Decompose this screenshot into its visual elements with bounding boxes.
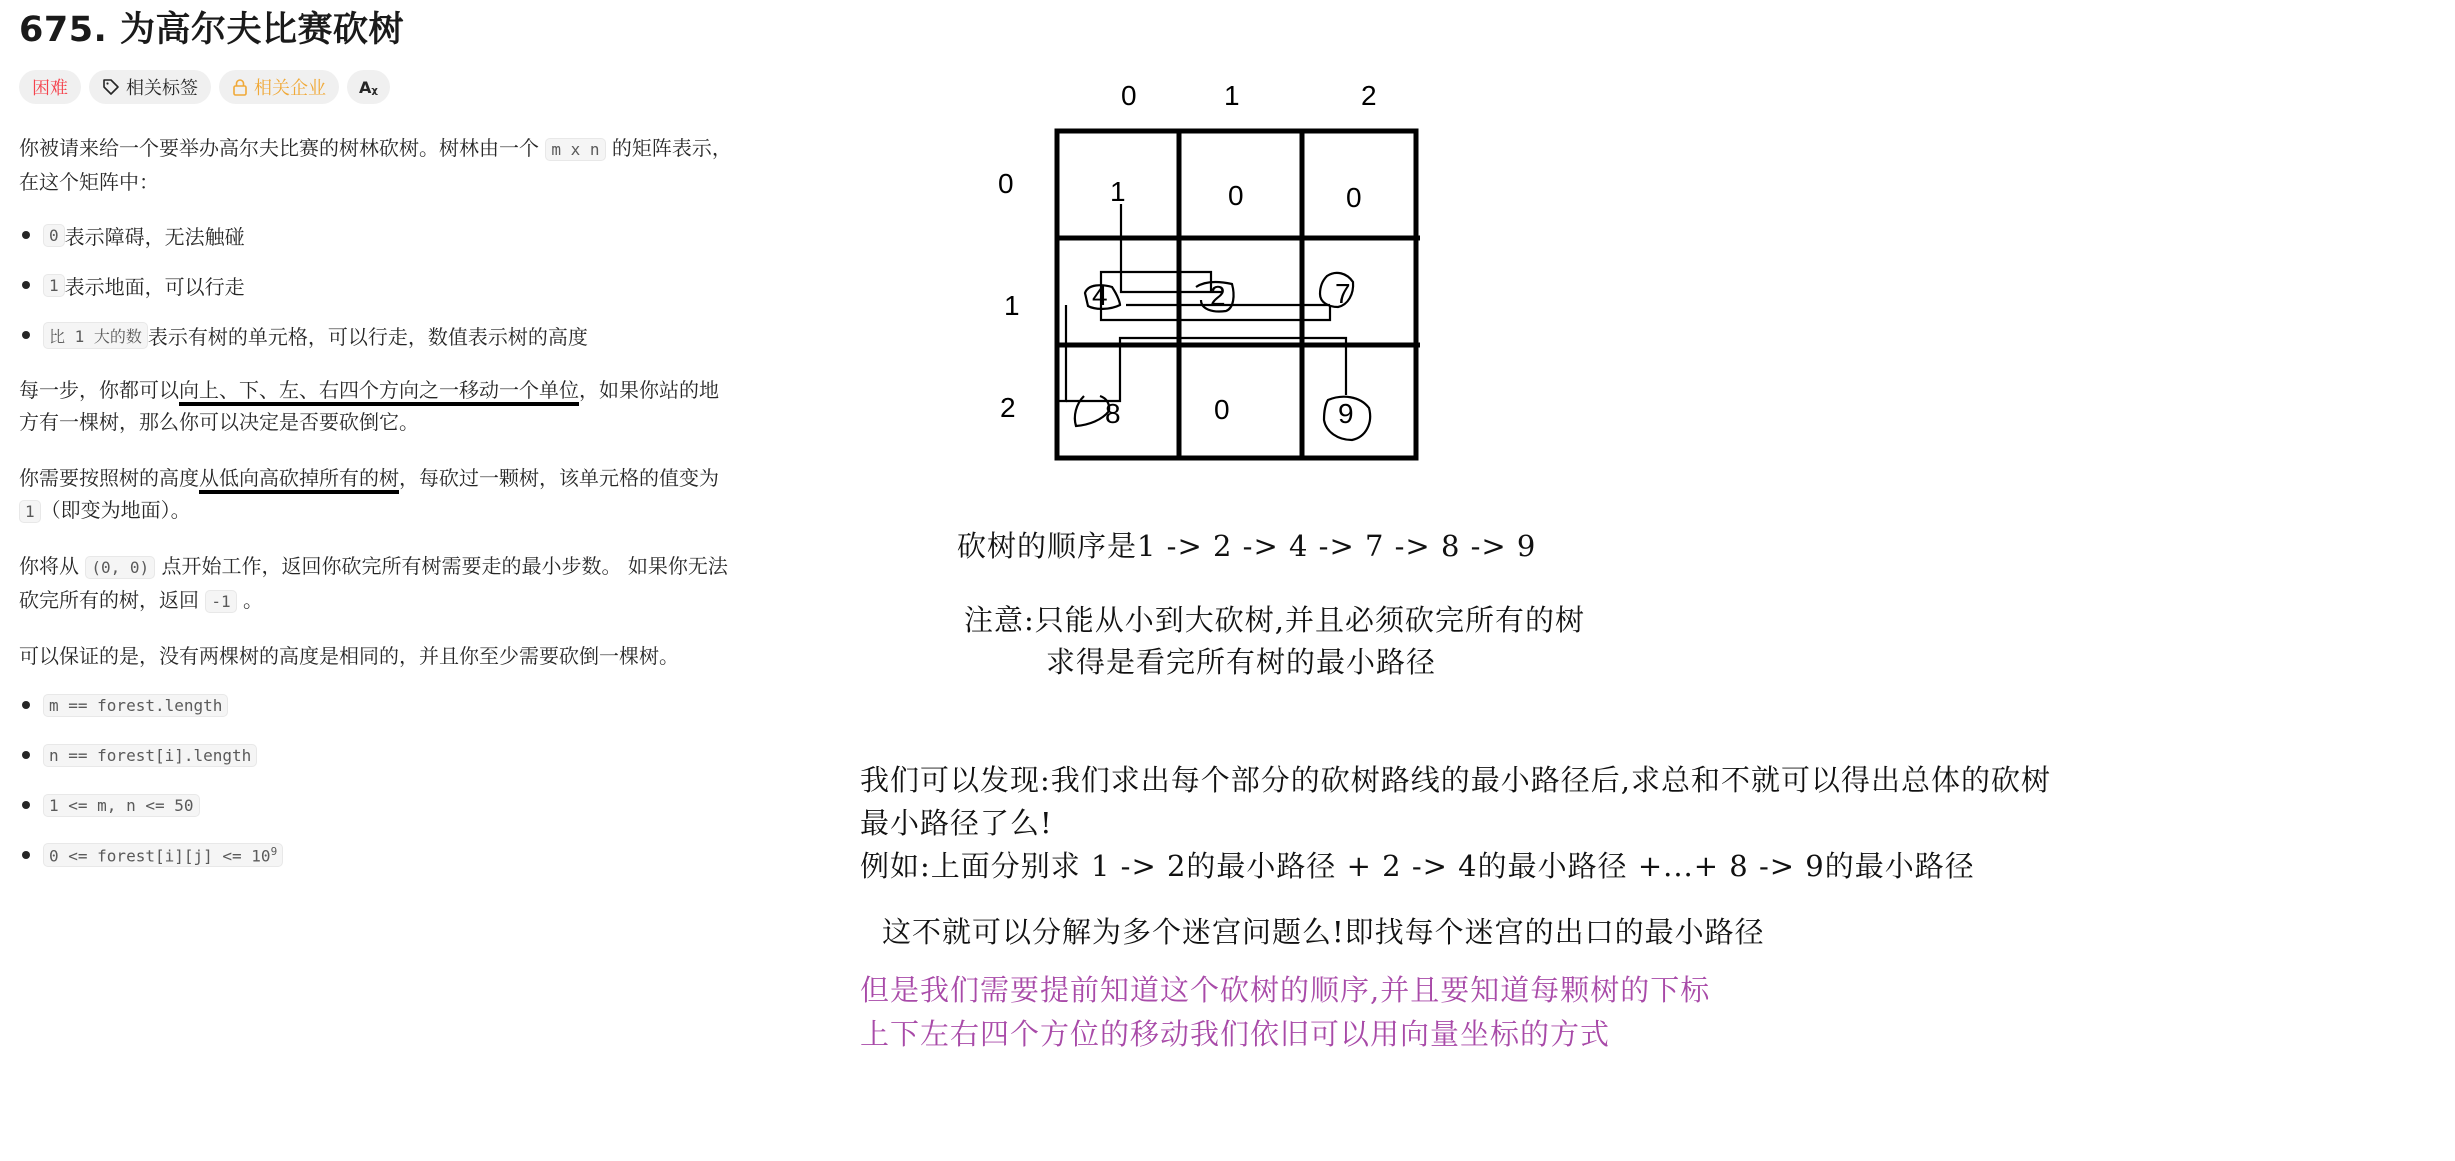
inline-code: m == forest.length — [43, 694, 228, 717]
translate-button[interactable] — [347, 70, 390, 104]
constraint-item — [19, 830, 734, 880]
related-tags-label: 相关标签 — [126, 78, 198, 99]
list-item-text: 表示有树的单元格，可以行走，数值表示树的高度 — [147, 324, 588, 349]
constraints-list — [19, 680, 734, 880]
related-companies-label: 相关企业 — [254, 78, 326, 99]
cut-order-note: 砍树的顺序是1 -> 2 -> 4 -> 7 -> 8 -> 9 — [957, 529, 1537, 563]
constraint-text: 0 <= forest[i][j] <= 10 — [49, 846, 271, 866]
col-label: 2 — [1361, 80, 1377, 111]
sketch-canvas — [840, 0, 2455, 1161]
inline-code — [43, 843, 283, 867]
grid-cell: 1 — [1110, 176, 1126, 207]
vector-note: 上下左右四个方位的移动我们依旧可以用向量坐标的方式 — [860, 1017, 1611, 1051]
grid-cell: 8 — [1105, 398, 1121, 429]
intro-paragraph — [19, 132, 734, 198]
inline-code: 0 — [43, 224, 65, 247]
chip-row — [19, 70, 390, 104]
inline-code: -1 — [205, 590, 236, 613]
underlined-annotation: 向上、下、左、右四个方向之一移动一个单位 — [179, 378, 579, 406]
grid-cell: 0 — [1228, 180, 1244, 211]
related-companies-button[interactable] — [219, 70, 339, 104]
problem-title: 675. 为高尔夫比赛砍树 — [19, 10, 405, 50]
list-item — [19, 210, 734, 260]
col-label: 0 — [1121, 80, 1137, 111]
list-item — [19, 310, 734, 360]
grid-cell: 2 — [1210, 280, 1226, 311]
order-paragraph — [19, 462, 734, 528]
col-label: 1 — [1224, 80, 1240, 111]
inline-code: 1 — [19, 500, 41, 523]
list-item — [19, 260, 734, 310]
list-item-text: 表示障碍，无法触碰 — [64, 224, 245, 249]
constraint-item — [19, 730, 734, 780]
discovery-note-line1: 我们可以发现:我们求出每个部分的砍树路线的最小路径后,求总和不就可以得出总体的砍树 — [860, 763, 2051, 797]
row-label: 2 — [1000, 392, 1016, 423]
legend-list — [19, 210, 734, 360]
lock-icon — [232, 78, 248, 96]
inline-code: (0, 0) — [85, 556, 155, 579]
inline-code: m x n — [545, 138, 605, 161]
constraint-note-line2: 求得是看完所有树的最小路径 — [1046, 645, 1437, 679]
start-text: 你将从 — [19, 554, 86, 578]
movement-paragraph — [19, 374, 734, 438]
inline-code: 1 <= m, n <= 50 — [43, 794, 200, 817]
discovery-note-line2: 最小路径了么! — [860, 806, 1053, 840]
constraint-item — [19, 680, 734, 730]
constraint-note-line1: 注意:只能从小到大砍树,并且必须砍完所有的树 — [964, 603, 1585, 637]
constraint-item — [19, 780, 734, 830]
difficulty-badge[interactable] — [19, 70, 81, 104]
start-text: 。 — [236, 588, 263, 612]
movement-text: 每一步，你都可以 — [19, 378, 179, 402]
inline-code: n == forest[i].length — [43, 744, 257, 767]
translate-icon: Aᵪ — [359, 77, 378, 97]
example-note: 例如:上面分别求 1 -> 2的最小路径 + 2 -> 4的最小路径 +...+ 8 -> 9的最小路径 — [860, 849, 1975, 883]
forest-grid-drawing — [840, 0, 1540, 500]
intro-text: 你被请来给一个要举办高尔夫比赛的树林砍树。树林由一个 — [19, 136, 546, 160]
order-text: ，每砍过一颗树，该单元格的值变为 — [399, 466, 719, 490]
maze-note: 这不就可以分解为多个迷宫问题么!即找每个迷宫的出口的最小路径 — [882, 915, 1765, 949]
guarantee-paragraph: 可以保证的是，没有两棵树的高度是相同的，并且你至少需要砍倒一棵树。 — [19, 644, 679, 668]
start-text: 点开始工作，返回你砍完所有树需要走的最小步数。 如果你无法砍完所有的树，返回 — [19, 554, 728, 612]
start-paragraph — [19, 550, 734, 618]
related-tags-button[interactable] — [89, 70, 211, 104]
movement-text: ，如果你站的地方有一棵树，那么你可以决定是否要砍倒它。 — [19, 378, 719, 434]
intro-text: 的矩阵表示， 在这个矩阵中： — [19, 136, 732, 194]
exponent: 9 — [270, 844, 278, 858]
order-text: 你需要按照树的高度 — [19, 466, 199, 490]
inline-code: 比 1 大的数 — [43, 322, 148, 349]
row-label: 0 — [998, 168, 1014, 199]
order-text: （即变为地面）。 — [40, 498, 191, 522]
list-item-text: 表示地面，可以行走 — [64, 274, 245, 299]
grid-cell: 7 — [1335, 278, 1351, 309]
grid-cell: 0 — [1214, 394, 1230, 425]
difficulty-label: 困难 — [32, 78, 68, 99]
grid-cell: 4 — [1092, 280, 1108, 311]
row-label: 1 — [1004, 290, 1020, 321]
grid-cell: 0 — [1346, 182, 1362, 213]
inline-code: 1 — [43, 274, 65, 297]
index-note: 但是我们需要提前知道这个砍树的顺序,并且要知道每颗树的下标 — [860, 973, 1711, 1007]
underlined-annotation: 从低向高砍掉所有的树 — [199, 466, 399, 494]
grid-cell: 9 — [1338, 398, 1354, 429]
tag-icon — [102, 78, 120, 96]
